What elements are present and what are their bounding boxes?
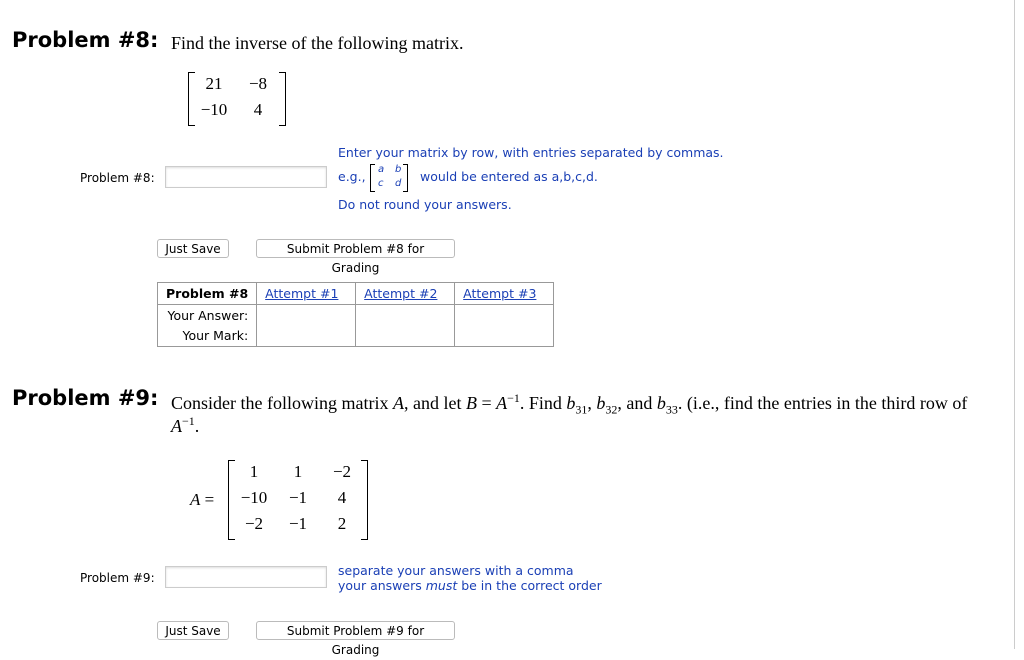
- matrix-cell: −8: [248, 74, 268, 93]
- problem-8-hint-line2: would be entered as a,b,c,d.: [420, 169, 598, 184]
- matrix-cell: 4: [337, 488, 347, 507]
- matrix-cell: −1: [288, 488, 308, 507]
- page-right-edge: [1014, 0, 1024, 649]
- matrix-a-label: A =: [190, 490, 215, 509]
- matrix-cell: 1: [249, 462, 259, 481]
- problem-9-text: Consider the following matrix A, and let $B = A^{-1}$. Find $b_{31}$, $b_{32}$, and $b_{33}$. (i.e., find the entries in the third row of: [171, 391, 968, 417]
- problem-8-title: Problem #8:: [12, 28, 159, 52]
- problem-9-matrix: [228, 460, 368, 540]
- matrix-cell: 2: [337, 514, 347, 533]
- submit-problem-9-button[interactable]: Submit Problem #9 for Grading: [256, 621, 455, 640]
- problem-8-hint-line1: Enter your matrix by row, with entries separated by commas.: [338, 145, 724, 160]
- problem-9-hint-line1: separate your answers with a comma: [338, 563, 574, 578]
- matrix-cell: −10: [200, 100, 228, 119]
- your-mark-label: Your Mark:: [158, 326, 257, 347]
- problem-8-label: Problem #8:: [80, 171, 155, 185]
- problem-9-hint-line2: your answers must be in the correct order: [338, 578, 602, 593]
- attempt-2-link[interactable]: Attempt #2: [364, 286, 438, 301]
- matrix-cell: −10: [240, 488, 268, 507]
- problem-9-answer-input[interactable]: [165, 566, 327, 588]
- problem-9-label: Problem #9:: [80, 571, 155, 585]
- problem-8-attempts-table: [157, 282, 554, 347]
- attempt-1-link[interactable]: Attempt #1: [265, 286, 339, 301]
- example-matrix: a b c d: [370, 164, 408, 192]
- problem-8-text: Find the inverse of the following matrix.: [171, 33, 464, 53]
- just-save-button[interactable]: Just Save: [157, 239, 229, 258]
- matrix-cell: 4: [253, 100, 263, 119]
- matrix-cell: 1: [293, 462, 303, 481]
- attempt-3-link[interactable]: Attempt #3: [463, 286, 537, 301]
- problem-8-hint-eg: e.g.,: [338, 169, 366, 184]
- matrix-cell: −2: [244, 514, 264, 533]
- just-save-button-9[interactable]: Just Save: [157, 621, 229, 640]
- problem-8-matrix: [188, 72, 286, 126]
- matrix-cell: 21: [205, 74, 223, 93]
- problem-9-title: Problem #9:: [12, 386, 159, 410]
- table-header: Problem #8: [158, 283, 257, 305]
- matrix-cell: −2: [332, 462, 352, 481]
- submit-problem-8-button[interactable]: Submit Problem #8 for Grading: [256, 239, 455, 258]
- problem-8-answer-input[interactable]: [165, 166, 327, 188]
- problem-8-hint-line3: Do not round your answers.: [338, 197, 512, 212]
- matrix-cell: −1: [288, 514, 308, 533]
- problem-9-text-line2: $A^{-1}$.: [171, 414, 200, 436]
- your-answer-label: Your Answer:: [158, 305, 257, 326]
